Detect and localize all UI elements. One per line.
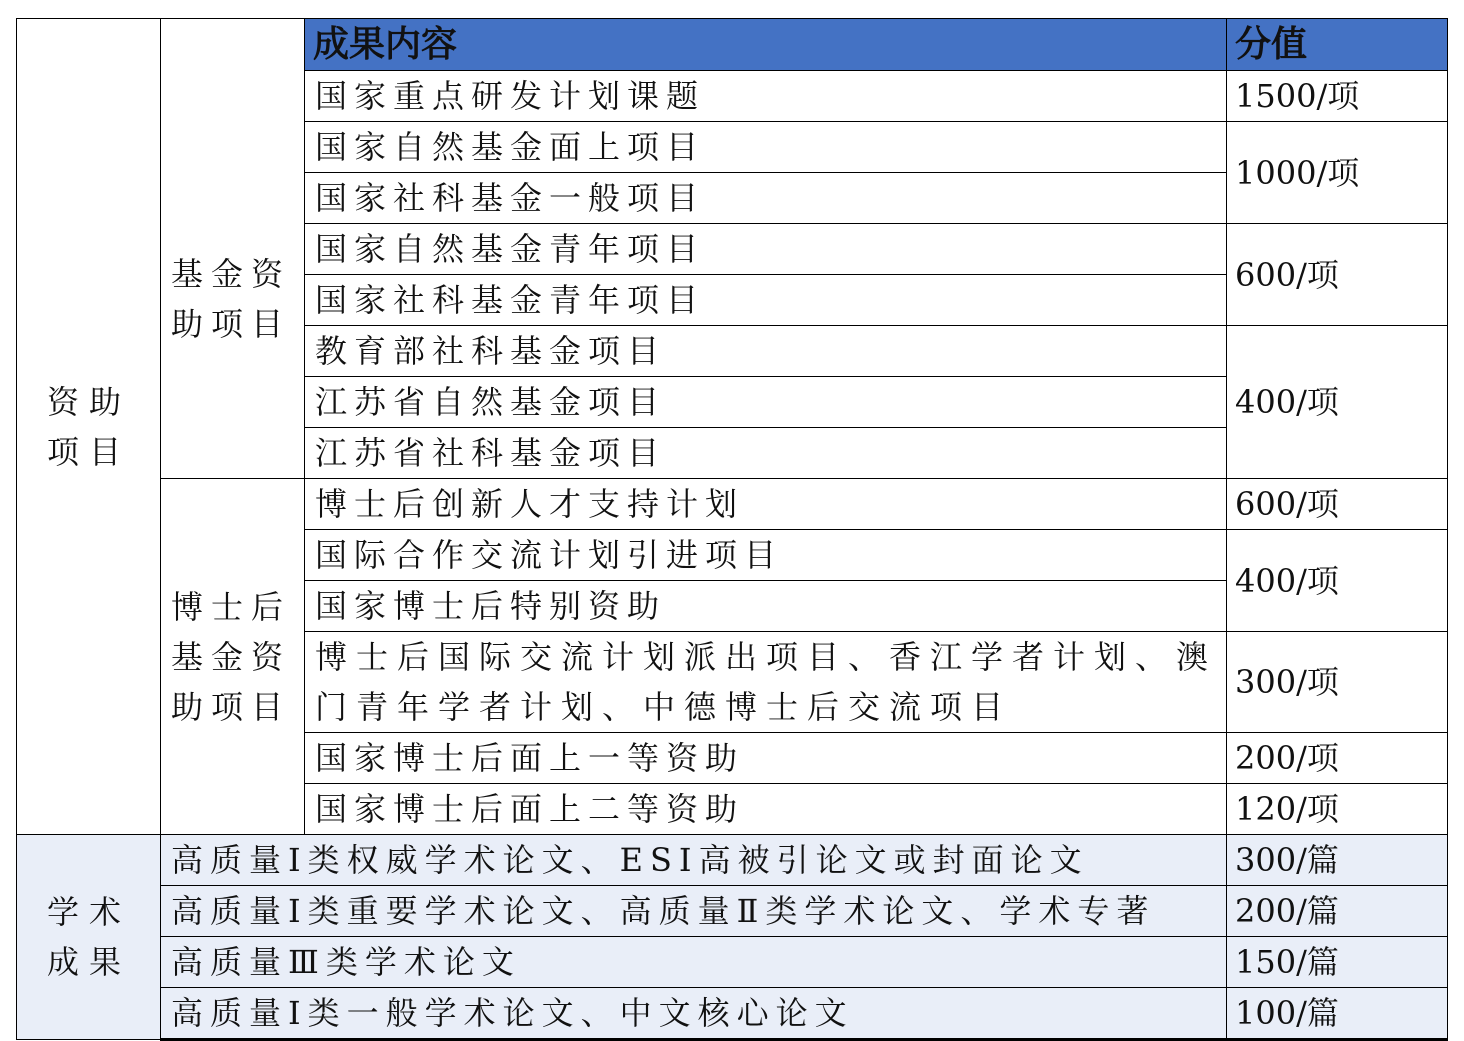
score-cell: 400/项 xyxy=(1227,530,1448,632)
item-cell: 教育部社科基金项目 xyxy=(305,326,1227,377)
score-cell: 600/项 xyxy=(1227,479,1448,530)
score-cell: 200/篇 xyxy=(1227,886,1448,937)
item-cell: 高质量Ⅰ类重要学术论文、高质量Ⅱ类学术论文、学术专著 xyxy=(161,886,1227,937)
item-cell: 高质量Ⅰ类权威学术论文、ESI高被引论文或封面论文 xyxy=(161,835,1227,886)
item-cell: 国家博士后面上一等资助 xyxy=(305,733,1227,784)
item-cell: 高质量Ⅲ类学术论文 xyxy=(161,937,1227,988)
header-score: 分值 xyxy=(1227,19,1448,71)
item-cell: 江苏省自然基金项目 xyxy=(305,377,1227,428)
score-cell: 120/项 xyxy=(1227,784,1448,835)
item-cell: 江苏省社科基金项目 xyxy=(305,428,1227,479)
item-cell: 高质量Ⅰ类一般学术论文、中文核心论文 xyxy=(161,988,1227,1040)
item-cell: 博士后国际交流计划派出项目、香江学者计划、澳门青年学者计划、中德博士后交流项目 xyxy=(305,632,1227,733)
item-cell: 国家自然基金面上项目 xyxy=(305,122,1227,173)
score-cell: 150/篇 xyxy=(1227,937,1448,988)
score-cell: 1000/项 xyxy=(1227,122,1448,224)
table-row xyxy=(17,937,1448,988)
table-row xyxy=(17,988,1448,1040)
score-cell: 300/篇 xyxy=(1227,835,1448,886)
item-cell: 国家社科基金青年项目 xyxy=(305,275,1227,326)
item-cell: 国家重点研发计划课题 xyxy=(305,71,1227,122)
score-cell: 300/项 xyxy=(1227,632,1448,733)
score-cell: 100/篇 xyxy=(1227,988,1448,1040)
header-content: 成果内容 xyxy=(305,19,1227,71)
score-cell: 400/项 xyxy=(1227,326,1448,479)
item-cell: 国际合作交流计划引进项目 xyxy=(305,530,1227,581)
item-cell: 国家自然基金青年项目 xyxy=(305,224,1227,275)
item-cell: 国家博士后特别资助 xyxy=(305,581,1227,632)
item-cell: 国家博士后面上二等资助 xyxy=(305,784,1227,835)
item-cell: 国家社科基金一般项目 xyxy=(305,173,1227,224)
table-row xyxy=(17,479,1448,530)
score-cell: 1500/项 xyxy=(1227,71,1448,122)
score-cell: 200/项 xyxy=(1227,733,1448,784)
table-row xyxy=(17,886,1448,937)
header-row xyxy=(17,19,1448,71)
subcategory-postdoc: 博士后基金资助项目 xyxy=(161,479,305,835)
item-cell: 博士后创新人才支持计划 xyxy=(305,479,1227,530)
category-funding: 资助项目 xyxy=(17,19,161,835)
category-academic: 学术成果 xyxy=(17,835,161,1040)
scoring-table xyxy=(16,18,1448,1041)
subcategory-fund: 基金资助项目 xyxy=(161,19,305,479)
score-cell: 600/项 xyxy=(1227,224,1448,326)
table-row xyxy=(17,835,1448,886)
